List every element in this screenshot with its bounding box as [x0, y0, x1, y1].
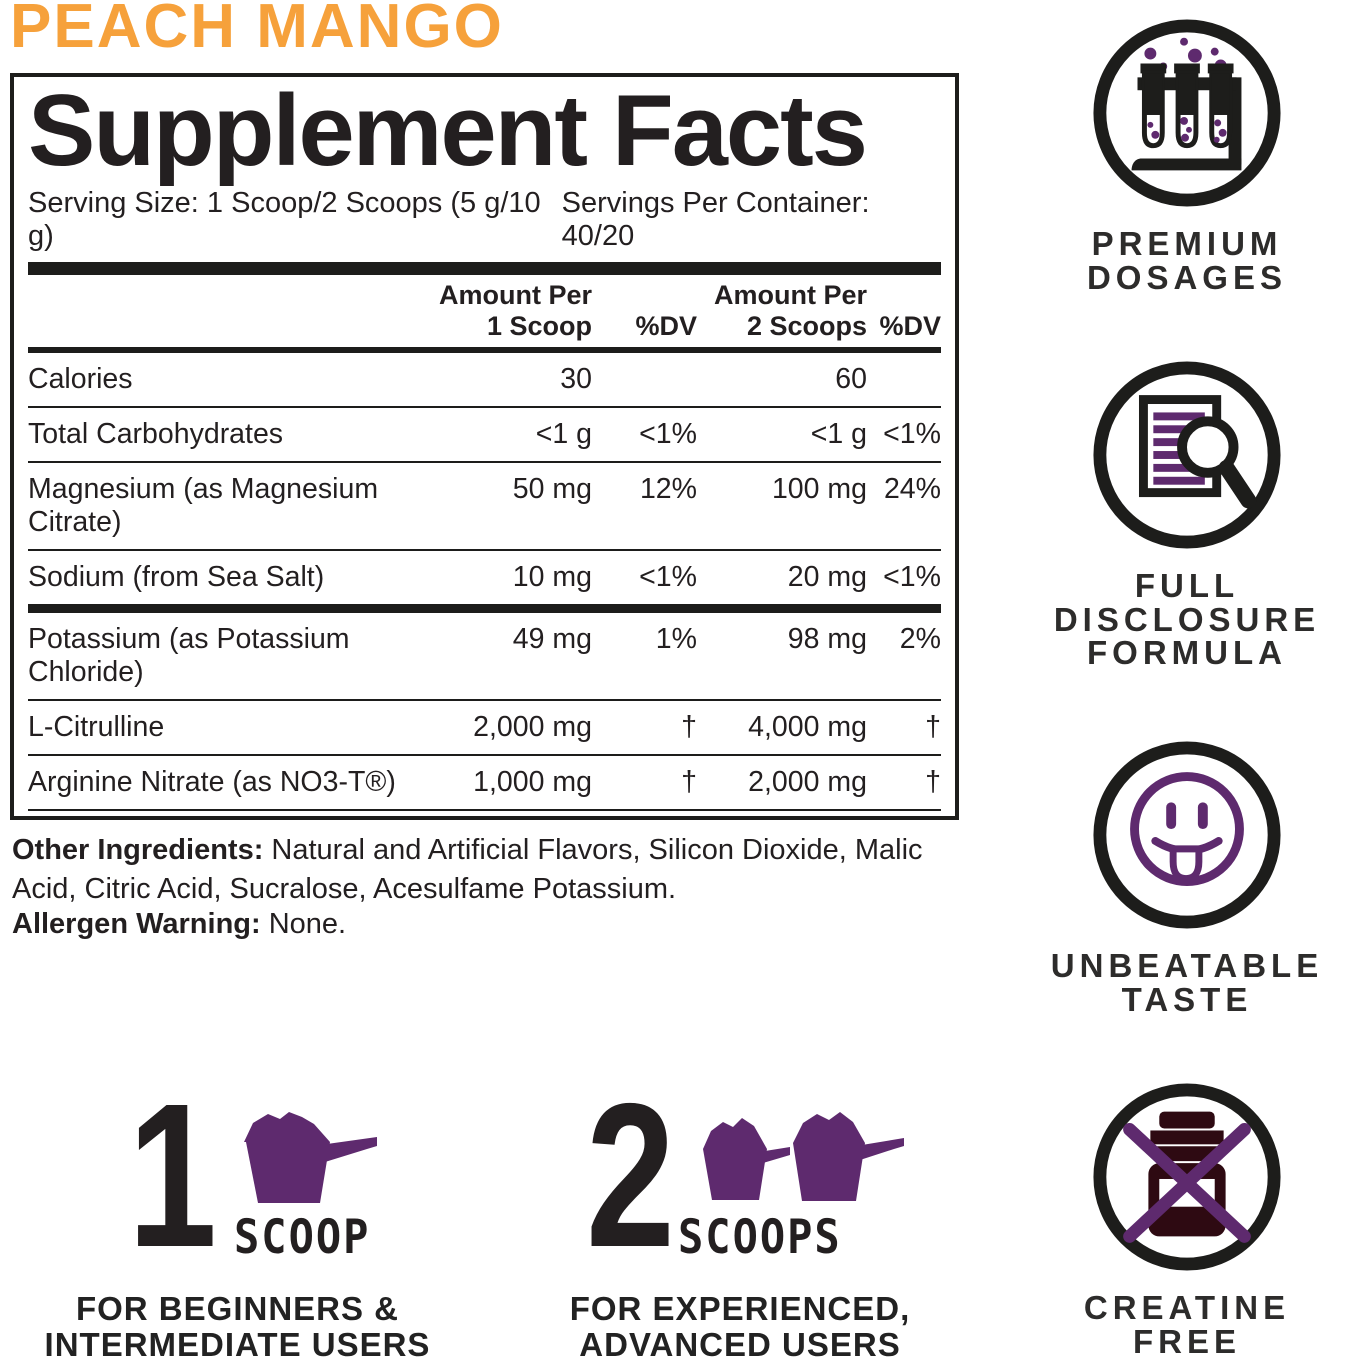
two-scoops-icon [695, 1103, 905, 1203]
amount-2scoops: 60 [835, 363, 867, 396]
feature-line: PREMIUM [1091, 225, 1283, 262]
dv-1scoop: 1% [655, 623, 697, 656]
header-amount-1scoop [437, 280, 592, 342]
dv-2scoops: † [925, 766, 941, 799]
audience-line: INTERMEDIATE USERS [44, 1326, 431, 1364]
amount-2scoops: <1 g [810, 418, 867, 451]
feature-unbeatable-taste [1028, 736, 1345, 1016]
no-creatine-jar-icon [1088, 1078, 1286, 1276]
audience-line: FOR EXPERIENCED, [569, 1290, 911, 1327]
feature-line: DOSAGES [1086, 258, 1288, 296]
allergen-warning-label: Allergen Warning: [12, 908, 261, 940]
feature-line: TASTE [1121, 980, 1253, 1018]
nutrient-name: Magnesium (as Magnesium Citrate) [28, 473, 379, 539]
dv-1scoop [592, 363, 697, 396]
audience-line: ADVANCED USERS [579, 1326, 901, 1364]
dv-1scoop: 12% [639, 473, 697, 506]
allergen-warning [12, 905, 977, 944]
amount-2scoops: 4,000 mg [748, 711, 867, 744]
feature-label [1087, 227, 1287, 294]
nutrient-name: Arginine Nitrate (as NO3-T®) [28, 766, 396, 799]
test-tube [1140, 64, 1166, 146]
table-row [28, 756, 941, 811]
feature-full-disclosure [1028, 356, 1345, 670]
table-row [28, 353, 941, 408]
serving-row [28, 187, 941, 253]
amount-1scoop: 1,000 mg [473, 766, 592, 799]
feature-line: FREE [1132, 1322, 1241, 1360]
amount-1scoop: 50 mg [512, 473, 592, 506]
audience-line: FOR BEGINNERS & [75, 1290, 400, 1327]
feature-line: DISCLOSURE [1053, 600, 1321, 638]
scoop-count-2: 2 [586, 1061, 675, 1290]
dv-1scoop: <1% [639, 561, 697, 594]
dv-2scoops: 24% [883, 473, 941, 506]
header-dv-2: %DV [879, 311, 941, 342]
dv-2scoops [867, 363, 941, 396]
feature-label [1054, 569, 1320, 670]
table-header [28, 280, 941, 342]
dv-2scoops: 2% [899, 623, 941, 656]
scoop-unit-label: SCOOP [234, 1209, 371, 1265]
dv-2scoops: <1% [883, 418, 941, 451]
header-amount-2scoops [697, 280, 867, 342]
feature-label [1051, 949, 1323, 1016]
table-row [28, 551, 941, 613]
feature-line: FORMULA [1087, 634, 1287, 672]
divider-heavy-top [28, 262, 941, 275]
panel-title: Supplement Facts [28, 75, 866, 187]
feature-line: UNBEATABLE [1050, 947, 1324, 984]
test-tube [1208, 64, 1234, 146]
smiley-eye [1166, 802, 1176, 829]
other-ingredients [12, 831, 977, 908]
smiley-tongue [1173, 849, 1199, 879]
smiley-eye [1198, 802, 1208, 829]
table-row [28, 613, 941, 701]
magnifier-document-icon [1088, 356, 1286, 554]
nutrient-name: L-Citrulline [28, 711, 165, 744]
feature-creatine-free [1028, 1078, 1345, 1358]
amount-2scoops: 20 mg [787, 561, 867, 594]
dv-1scoop: † [681, 766, 697, 799]
table-row [28, 408, 941, 463]
usage-audience [0, 1291, 475, 1364]
nutrient-name: Sodium (from Sea Salt) [28, 561, 325, 594]
supplement-facts-panel [10, 73, 959, 820]
magnifier-handle [1227, 468, 1249, 501]
test-tube [1174, 64, 1200, 146]
table-row [28, 701, 941, 756]
feature-line: CREATINE [1083, 1289, 1291, 1326]
amount-1scoop: 30 [560, 363, 592, 396]
amount-2scoops: 98 mg [787, 623, 867, 656]
smiley-tongue-icon [1088, 736, 1286, 934]
header-amount-per-1: Amount Per [438, 280, 592, 311]
scoop-unit-label: SCOOPS [678, 1209, 842, 1265]
amount-1scoop: 2,000 mg [473, 711, 592, 744]
table-row [28, 811, 941, 820]
feature-premium-dosages [1028, 14, 1345, 294]
header-dv-1: %DV [635, 311, 697, 342]
supplement-jar [1148, 1112, 1225, 1237]
amount-1scoop: 10 mg [512, 561, 592, 594]
allergen-warning-text: None. [260, 908, 347, 940]
header-2-scoops: 2 Scoops [746, 311, 867, 342]
nutrient-name: Total Carbohydrates [28, 418, 284, 451]
flavor-name: PEACH MANGO [10, 0, 504, 61]
dv-2scoops: † [925, 711, 941, 744]
nutrient-name: Calories [28, 363, 133, 396]
nutrient-name: Potassium (as Potassium Chloride) [28, 623, 350, 689]
one-scoop-icon [230, 1106, 380, 1206]
amount-2scoops: 2,000 mg [748, 766, 867, 799]
scoop-count-1: 1 [128, 1061, 217, 1290]
amount-2scoops: 100 mg [771, 473, 867, 506]
usage-audience [500, 1291, 980, 1364]
amount-1scoop: 49 mg [512, 623, 592, 656]
feature-line: FULL [1134, 567, 1240, 604]
header-1-scoop: 1 Scoop [486, 311, 592, 342]
test-tubes [1140, 64, 1233, 146]
feature-label [1084, 1291, 1290, 1358]
servings-per-container: Servings Per Container: 40/20 [561, 187, 870, 253]
other-ingredients-label: Other Ingredients: [12, 834, 264, 866]
dv-1scoop: <1% [639, 418, 697, 451]
other-ingredients-text: Natural and Artificial Flavors, Silicon Dioxide, Malic Acid, Citric Acid, Sucralose, Acesulfame Potassium. [12, 834, 923, 905]
header-amount-per-2: Amount Per [713, 280, 867, 311]
dv-2scoops: <1% [883, 561, 941, 594]
table-row [28, 463, 941, 551]
dv-1scoop: † [681, 711, 697, 744]
serving-size: Serving Size: 1 Scoop/2 Scoops (5 g/10 g) [28, 187, 541, 253]
test-tubes-icon [1088, 14, 1286, 212]
amount-1scoop: <1 g [535, 418, 592, 451]
